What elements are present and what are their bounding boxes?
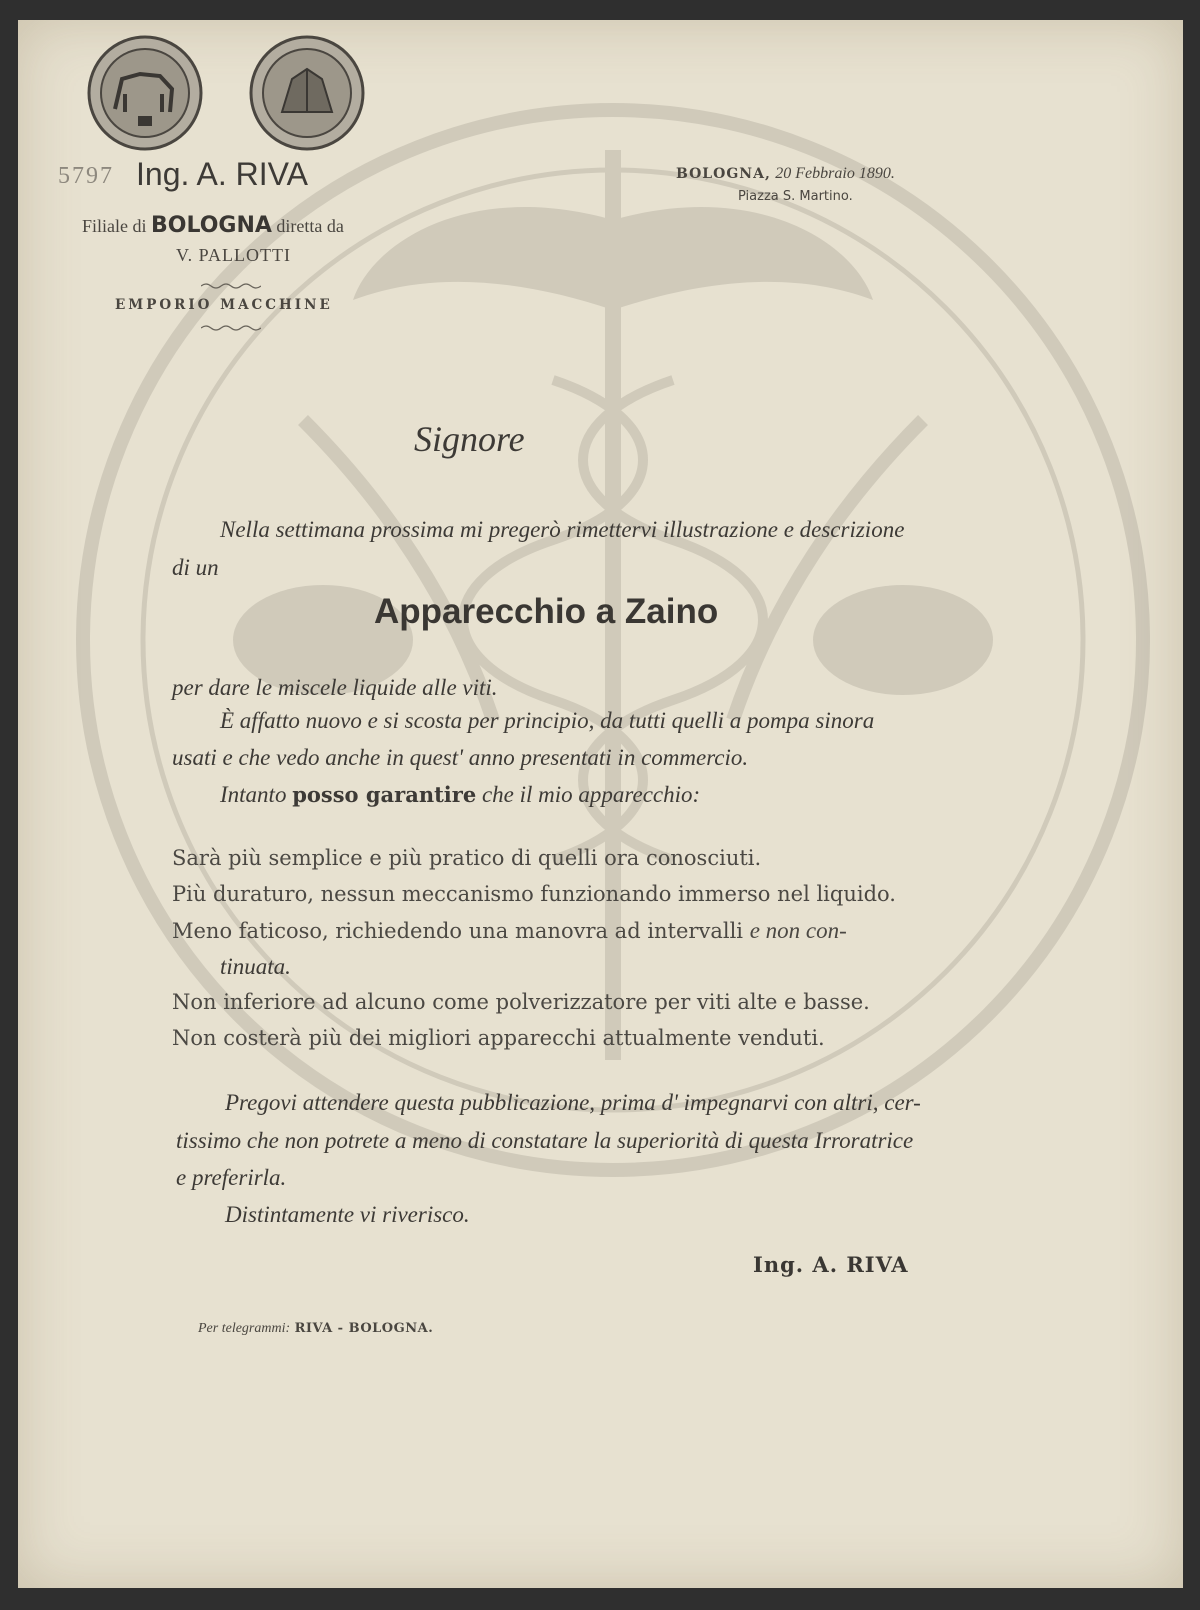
director-name: V. PALLOTTI (176, 245, 292, 265)
closing-line-2: tissimo che non potrete a meno di constatare la superiorità di questa Irroratrice (176, 1128, 914, 1153)
product-title: Apparecchio a Zaino (374, 592, 719, 631)
ornament-divider (201, 282, 261, 290)
company-name: Ing. A. RIVA (136, 156, 308, 192)
intro-line-1: Nella settimana prossima mi pregerò rimettervi illustrazione e descrizione (220, 517, 905, 542)
branch-prefix: Filiale di (82, 216, 147, 236)
point-3-italic: e non con- (749, 918, 847, 943)
branch-suffix: diretta da (276, 216, 344, 236)
guarantee-suffix: che il mio apparecchio: (481, 782, 701, 807)
branch-city: BOLOGNA (151, 213, 272, 238)
telegram-line (198, 1320, 433, 1337)
guarantee-emphasis: posso garantire (292, 782, 477, 807)
medal-left-icon (70, 34, 220, 152)
point-3 (172, 918, 847, 944)
branch-line (82, 213, 344, 238)
farewell: Distintamente vi riverisco. (225, 1202, 470, 1227)
reference-number: 5797 (58, 163, 114, 189)
point-4: Non inferiore ad alcuno come polverizzatore per viti alte e basse. (172, 990, 870, 1014)
point-1: Sarà più semplice e più pratico di quelli ora conosciuti. (172, 846, 762, 870)
closing-line-1: Pregovi attendere questa pubblicazione, prima d' impegnarvi con altri, cer- (225, 1090, 921, 1115)
date-value: 20 Febbraio 1890. (775, 165, 895, 182)
letter-page (18, 20, 1183, 1588)
point-3-continuation: tinuata. (220, 954, 291, 979)
guarantee-prefix: Intanto (220, 782, 287, 807)
date-city: BOLOGNA, (676, 166, 771, 182)
ornament-divider (201, 324, 261, 332)
novel-line-1: È affatto nuovo e si scosta per principio, da tutti quelli a pompa sinora (220, 708, 875, 733)
telegram-address: RIVA - BOLOGNA. (294, 1321, 434, 1336)
closing-line-3: e preferirla. (176, 1165, 287, 1190)
business-type: EMPORIO MACCHINE (115, 297, 333, 313)
dateline (676, 165, 895, 183)
address: Piazza S. Martino. (738, 189, 853, 204)
guarantee-line (220, 782, 700, 808)
point-3-text: Meno faticoso, richiedendo una manovra ad intervalli (172, 919, 743, 943)
telegram-label: Per telegrammi: (198, 1321, 291, 1336)
medal-right-icon (232, 34, 382, 152)
novel-line-2: usati e che vedo anche in quest' anno presentati in commercio. (172, 745, 749, 770)
purpose-line: per dare le miscele liquide alle viti. (172, 675, 498, 700)
point-5: Non costerà più dei migliori apparecchi attualmente venduti. (172, 1026, 825, 1050)
salutation: Signore (414, 419, 525, 459)
intro-line-2: di un (172, 555, 219, 580)
signature: Ing. A. RIVA (753, 1252, 909, 1277)
point-2: Più duraturo, nessun meccanismo funzionando immerso nel liquido. (172, 882, 896, 906)
